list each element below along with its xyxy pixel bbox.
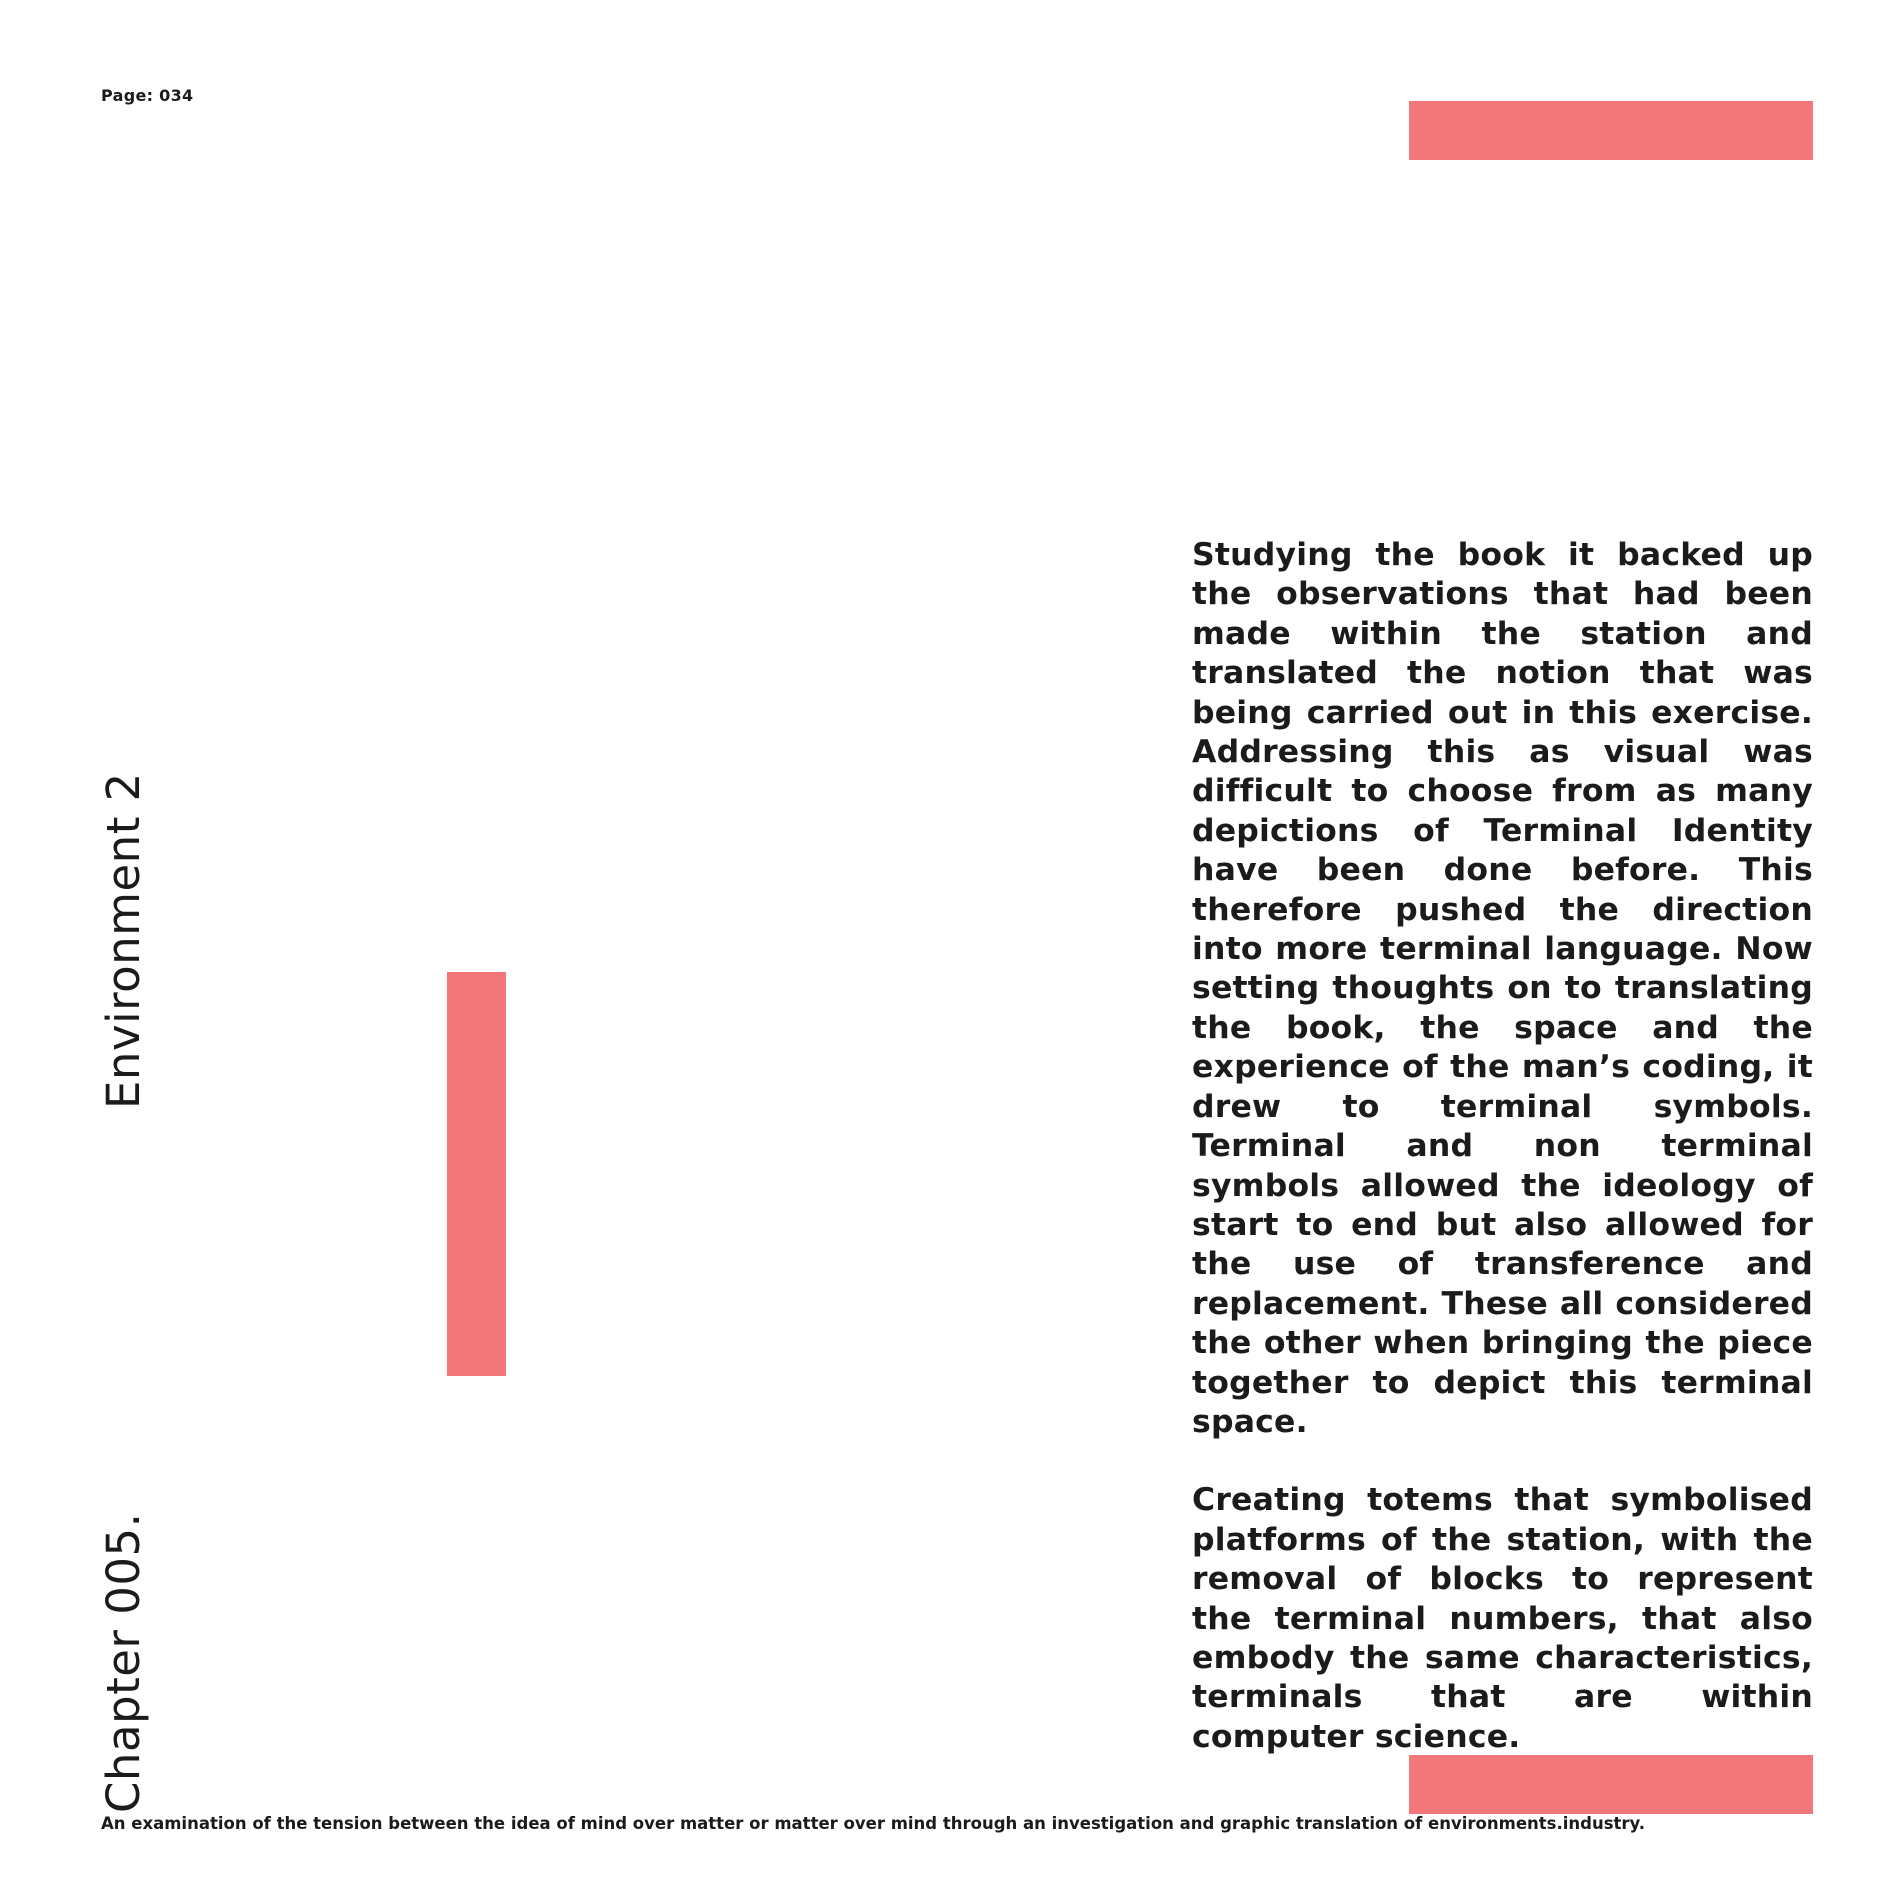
- accent-bar-top: [1409, 101, 1813, 160]
- page-number: Page: 034: [101, 86, 194, 105]
- footer-caption: An examination of the tension between the idea of mind over matter or matter over mind through an investigation and graphic translation of environments.industry.: [101, 1814, 1646, 1833]
- body-paragraph: Studying the book it backed up the observations that had been made within the station and translated the notion that was being carried out in this exercise. Addressing this as visual was difficult to choose from as many depictions of Terminal Identity have been done before. This therefore pushed the direction into more terminal language. Now setting thoughts on to translating the book, the space and the experience of the man’s coding, it drew to terminal symbols. Terminal and non terminal symbols allowed the ideology of start to end but also allowed for the use of transference and replacement. These all considered the other when bringing the piece together to depict this terminal space.: [1192, 537, 1813, 1440]
- chapter-title: Chapter 005.: [97, 1512, 150, 1813]
- body-paragraph: Creating totems that symbolised platforms of the station, with the removal of blocks to represent the terminal numbers, that also embody the same characteristics, terminals that are within computer science.: [1192, 1482, 1813, 1755]
- accent-bar-middle: [447, 972, 506, 1376]
- body-text: [1192, 536, 1813, 1796]
- environment-title: Environment 2: [97, 772, 150, 1109]
